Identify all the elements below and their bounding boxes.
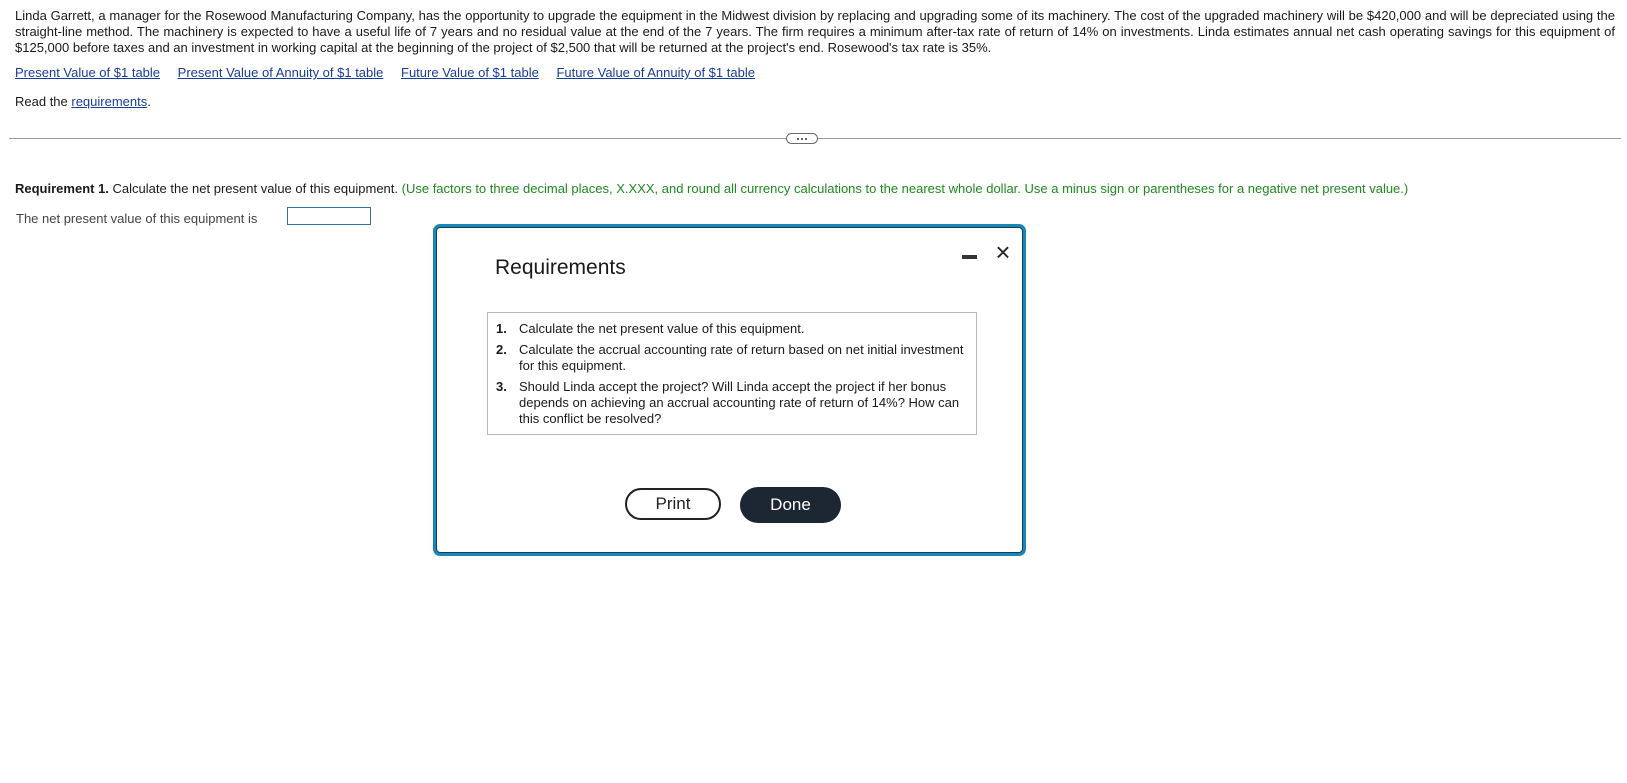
requirement-1-text: Calculate the net present value of this equipment. [112,181,399,196]
requirement-1 [15,181,1408,196]
requirements-list [496,321,966,432]
requirements-dialog [433,224,1026,556]
minimize-icon[interactable] [962,252,978,260]
ellipsis-icon[interactable] [786,133,818,144]
done-button[interactable]: Done [740,487,841,523]
npv-input[interactable] [287,207,371,225]
requirements-link[interactable]: requirements [71,94,148,109]
list-item-number: 3. [496,379,507,394]
dialog-title: Requirements [495,256,626,279]
list-item [496,379,966,427]
close-icon[interactable]: × [995,237,1011,267]
list-item-text: Calculate the net present value of this equipment. [519,321,805,336]
requirement-1-hint: (Use factors to three decimal places, X.XXX, and round all currency calculations to the nearest whole dollar. Use a minus sign or parentheses for a negative net present value.) [401,181,1409,196]
list-item [496,321,966,337]
requirement-1-label: Requirement 1. [15,181,109,196]
requirements-list-box [487,312,977,435]
list-item-number: 1. [496,321,507,336]
link-future-value-table[interactable]: Future Value of $1 table [401,65,539,80]
read-requirements-prefix: Read the [15,94,72,109]
list-item-number: 2. [496,342,507,357]
npv-label: The net present value of this equipment is [16,211,258,226]
link-present-value-annuity-table[interactable]: Present Value of Annuity of $1 table [177,65,384,80]
list-item [496,342,966,374]
problem-statement: Linda Garrett, a manager for the Rosewood Manufacturing Company, has the opportunity to upgrade the equipment in the Midwest division by replacing and upgrading some of its machinery. The cost of the upgraded machinery will be $420,000 and will be depreciated using the straight-line method. The machinery is expected to have a useful life of 7 years and no residual value at the end of the 7 years. The firm requires a minimum after-tax rate of return of 14% on investments. Linda estimates annual net cash operating savings for this equipment of $125,000 before taxes and an investment in working capital at the beginning of the project of $2,500 that will be returned at the project's end. Rosewood's tax rate is 35%. [15,8,1615,55]
read-requirements-suffix: . [147,94,151,109]
link-present-value-table[interactable]: Present Value of $1 table [15,65,161,80]
link-future-value-annuity-table[interactable]: Future Value of Annuity of $1 table [556,65,755,80]
read-requirements [15,94,151,109]
list-item-text: Calculate the accrual accounting rate of return based on net initial investment for this equipment. [519,342,964,373]
list-item-text: Should Linda accept the project? Will Linda accept the project if her bonus depends on achieving an accrual accounting rate of return of 14%? How can this conflict be resolved? [519,379,960,426]
print-button[interactable]: Print [625,488,721,520]
table-links [15,65,769,80]
